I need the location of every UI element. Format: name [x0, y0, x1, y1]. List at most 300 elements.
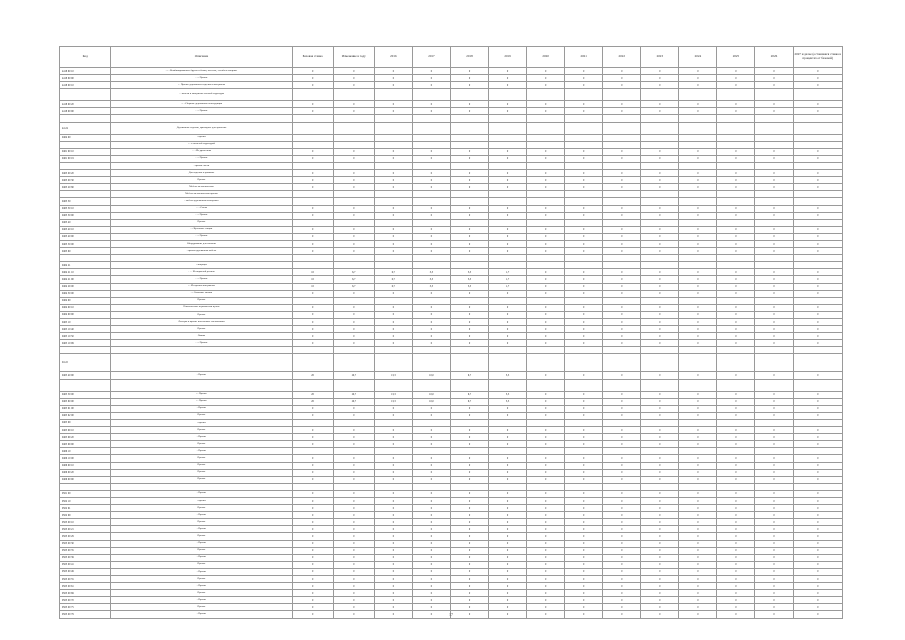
- tariff-code-cell: 9403 50 00: [60, 240, 111, 247]
- rate-cell: 0: [717, 405, 755, 412]
- rate-cell: 0: [374, 304, 412, 311]
- rate-cell: 0: [793, 434, 842, 441]
- rate-cell: 0: [717, 434, 755, 441]
- table-row: [60, 155, 843, 162]
- rate-cell: [489, 448, 527, 455]
- rate-cell: 0: [717, 108, 755, 115]
- tariff-code-cell: 9503 00 30: [60, 540, 111, 547]
- rate-cell: [292, 262, 333, 269]
- rate-cell: 0: [679, 554, 717, 561]
- rate-cell: 0: [641, 108, 679, 115]
- tariff-code-cell: 4418 60 10: [60, 68, 111, 75]
- rate-cell: 0: [679, 248, 717, 255]
- rate-cell: 0: [717, 519, 755, 526]
- rate-cell: 0: [641, 455, 679, 462]
- tariff-code-cell: 94 22: [60, 354, 111, 372]
- rate-cell: 0: [333, 576, 374, 583]
- column-header: 2019: [489, 47, 527, 68]
- rate-cell: 0: [412, 441, 450, 448]
- rate-cell: 0: [333, 405, 374, 412]
- rate-cell: 0: [450, 148, 488, 155]
- rate-cell: 0: [292, 554, 333, 561]
- rate-cell: [374, 134, 412, 141]
- rate-cell: 0: [292, 108, 333, 115]
- rate-cell: 0: [412, 248, 450, 255]
- rate-cell: 0: [565, 155, 603, 162]
- rate-cell: 0: [565, 319, 603, 326]
- rate-cell: 0: [333, 611, 374, 618]
- rate-cell: [374, 354, 412, 372]
- rate-cell: 0: [755, 412, 793, 419]
- rate-cell: 0: [527, 505, 565, 512]
- rate-cell: 0: [292, 533, 333, 540]
- rate-cell: 0: [489, 526, 527, 533]
- rate-cell: 0: [565, 455, 603, 462]
- rate-cell: [412, 191, 450, 198]
- rate-cell: 0: [292, 455, 333, 462]
- description-cell: - Прочие: [111, 554, 292, 561]
- rate-cell: 0: [603, 604, 641, 611]
- rate-cell: 0: [374, 512, 412, 519]
- description-cell: Прочие: [111, 533, 292, 540]
- rate-cell: 0: [489, 441, 527, 448]
- rate-cell: 0: [333, 441, 374, 448]
- rate-cell: 6,7: [333, 269, 374, 276]
- rate-cell: 0: [333, 68, 374, 75]
- rate-cell: [292, 297, 333, 304]
- rate-cell: 0: [565, 597, 603, 604]
- rate-cell: 0: [450, 412, 488, 419]
- rate-cell: 0: [641, 205, 679, 212]
- rate-cell: [641, 347, 679, 354]
- rate-cell: 0: [755, 148, 793, 155]
- rate-cell: [374, 89, 412, 101]
- rate-cell: [603, 141, 641, 148]
- rate-cell: 0: [641, 148, 679, 155]
- rate-cell: [450, 297, 488, 304]
- rate-cell: [450, 448, 488, 455]
- rate-cell: 0: [374, 611, 412, 618]
- rate-cell: 0: [333, 526, 374, 533]
- rate-cell: 0: [641, 427, 679, 434]
- rate-cell: [527, 297, 565, 304]
- rate-cell: 0: [333, 497, 374, 504]
- description-cell: - мебель деревянная конторская: [111, 198, 292, 205]
- rate-cell: 0: [793, 547, 842, 554]
- rate-cell: 20: [292, 391, 333, 398]
- description-cell: Прочие: [111, 326, 292, 333]
- rate-cell: 0: [333, 427, 374, 434]
- rate-cell: 0: [679, 276, 717, 283]
- rate-cell: 13,3: [374, 391, 412, 398]
- table-row: [60, 512, 843, 519]
- table-row: [60, 398, 843, 405]
- rate-cell: 0: [565, 304, 603, 311]
- rate-cell: 0: [333, 597, 374, 604]
- rate-cell: 0: [755, 205, 793, 212]
- rate-cell: 0: [641, 398, 679, 405]
- rate-cell: 0: [755, 441, 793, 448]
- description-cell: - Прочие: [111, 540, 292, 547]
- rate-cell: 10: [292, 283, 333, 290]
- rate-cell: 0: [755, 434, 793, 441]
- description-cell: - - - Прочие: [111, 233, 292, 240]
- tariff-code-cell: 9503 00 21: [60, 526, 111, 533]
- rate-cell: 0: [717, 561, 755, 568]
- rate-cell: 0: [793, 405, 842, 412]
- rate-cell: 0: [333, 519, 374, 526]
- rate-cell: [333, 89, 374, 101]
- rate-cell: 0: [793, 462, 842, 469]
- tariff-code-cell: 9406 90 20: [60, 469, 111, 476]
- table-row: [60, 505, 843, 512]
- rate-cell: 0: [292, 304, 333, 311]
- rate-cell: 0: [292, 240, 333, 247]
- tariff-code-cell: 9405 60 00: [60, 398, 111, 405]
- rate-cell: 0: [717, 340, 755, 347]
- rate-cell: 0: [603, 75, 641, 82]
- rate-cell: 0: [603, 304, 641, 311]
- rate-cell: 0: [679, 101, 717, 108]
- rate-cell: 0: [793, 240, 842, 247]
- rate-cell: 10: [292, 276, 333, 283]
- rate-cell: 0: [755, 340, 793, 347]
- rate-cell: 0: [489, 75, 527, 82]
- rate-cell: [717, 115, 755, 122]
- rate-cell: 0: [565, 583, 603, 590]
- rate-cell: 0: [333, 412, 374, 419]
- rate-cell: 0: [641, 283, 679, 290]
- rate-cell: 0: [603, 398, 641, 405]
- rate-cell: 0: [603, 233, 641, 240]
- rate-cell: 0: [333, 333, 374, 340]
- table-row: [60, 497, 843, 504]
- rate-cell: [793, 191, 842, 198]
- column-header: 2025: [717, 47, 755, 68]
- rate-cell: 0: [489, 233, 527, 240]
- rate-cell: 0: [292, 476, 333, 483]
- rate-cell: 0: [641, 177, 679, 184]
- rate-cell: 0: [412, 405, 450, 412]
- rate-cell: [603, 419, 641, 426]
- rate-cell: 0: [755, 319, 793, 326]
- rate-cell: 0: [755, 233, 793, 240]
- rate-cell: 0: [793, 519, 842, 526]
- rate-cell: [679, 354, 717, 372]
- tariff-code-cell: 9503 00 35: [60, 547, 111, 554]
- rate-cell: 0: [717, 497, 755, 504]
- description-cell: [111, 379, 292, 391]
- rate-cell: 0: [717, 184, 755, 191]
- rate-cell: 0: [450, 590, 488, 597]
- rate-cell: 0: [793, 226, 842, 233]
- rate-cell: 0: [717, 240, 755, 247]
- rate-cell: 0: [374, 554, 412, 561]
- tariff-code-cell: 9403 30 90: [60, 212, 111, 219]
- description-cell: Прочие: [111, 462, 292, 469]
- rate-cell: 0: [603, 184, 641, 191]
- rate-cell: 0: [412, 554, 450, 561]
- rate-cell: 0: [793, 82, 842, 89]
- rate-cell: [527, 448, 565, 455]
- rate-cell: 0: [450, 405, 488, 412]
- rate-cell: 0: [527, 276, 565, 283]
- rate-cell: 0: [333, 469, 374, 476]
- rate-cell: 0: [679, 205, 717, 212]
- rate-cell: [292, 448, 333, 455]
- rate-cell: [755, 219, 793, 226]
- tariff-code-cell: 9405 99 20: [60, 434, 111, 441]
- rate-cell: [603, 347, 641, 354]
- tariff-code-cell: 9403 00 20: [60, 170, 111, 177]
- rate-cell: [641, 141, 679, 148]
- description-cell: - - панели и материалы сотовой структуры: [111, 89, 292, 101]
- rate-cell: 3,3: [412, 276, 450, 283]
- description-cell: Мебель металлическая: [111, 184, 292, 191]
- rate-cell: 0: [793, 554, 842, 561]
- tariff-code-cell: 4418 90 90: [60, 108, 111, 115]
- column-header: 2026: [755, 47, 793, 68]
- rate-cell: 0: [412, 82, 450, 89]
- table-row: [60, 476, 843, 483]
- rate-cell: 0: [603, 568, 641, 575]
- rate-cell: 0: [793, 304, 842, 311]
- rate-cell: 10,0: [412, 391, 450, 398]
- rate-cell: [333, 448, 374, 455]
- rate-cell: [793, 354, 842, 372]
- rate-cell: [374, 141, 412, 148]
- rate-cell: [489, 89, 527, 101]
- rate-cell: 0: [717, 75, 755, 82]
- tariff-code-cell: 9404 21: [60, 262, 111, 269]
- rate-cell: 0: [412, 319, 450, 326]
- rate-cell: 0: [333, 512, 374, 519]
- rate-cell: [793, 198, 842, 205]
- table-row: [60, 448, 843, 455]
- rate-cell: [374, 162, 412, 169]
- rate-cell: 0: [527, 568, 565, 575]
- rate-cell: [679, 379, 717, 391]
- rate-cell: 0: [292, 68, 333, 75]
- description-cell: - Прочие: [111, 526, 292, 533]
- rate-cell: [679, 483, 717, 490]
- rate-cell: 0: [679, 547, 717, 554]
- rate-cell: 0: [565, 441, 603, 448]
- rate-cell: 0: [717, 205, 755, 212]
- rate-cell: 0: [793, 155, 842, 162]
- rate-cell: 0: [450, 455, 488, 462]
- rate-cell: 0: [374, 155, 412, 162]
- rate-cell: 0: [679, 526, 717, 533]
- rate-cell: 0: [527, 597, 565, 604]
- rate-cell: [450, 347, 488, 354]
- rate-cell: 0: [603, 177, 641, 184]
- rate-cell: 0: [565, 184, 603, 191]
- rate-cell: 0: [450, 333, 488, 340]
- tariff-code-cell: 9403 00 30: [60, 177, 111, 184]
- column-header: 2017: [412, 47, 450, 68]
- rate-cell: 0: [333, 108, 374, 115]
- rate-cell: [374, 379, 412, 391]
- description-cell: Деревянные изделия, пригодные для хранения: [111, 122, 292, 134]
- rate-cell: 0: [793, 184, 842, 191]
- rate-cell: [333, 347, 374, 354]
- rate-cell: 0: [489, 497, 527, 504]
- rate-cell: [717, 448, 755, 455]
- rate-cell: 0: [717, 576, 755, 583]
- rate-cell: 0: [450, 576, 488, 583]
- rate-cell: 0: [527, 148, 565, 155]
- rate-cell: [292, 483, 333, 490]
- rate-cell: 0: [292, 205, 333, 212]
- rate-cell: 0: [603, 290, 641, 297]
- rate-cell: 20: [292, 398, 333, 405]
- tariff-code-cell: 9401 90 19: [60, 155, 111, 162]
- rate-cell: 0: [565, 554, 603, 561]
- rate-cell: [333, 162, 374, 169]
- rate-cell: 0: [641, 170, 679, 177]
- rate-cell: [793, 262, 842, 269]
- rate-cell: [333, 219, 374, 226]
- rate-cell: 0: [374, 75, 412, 82]
- rate-cell: 0: [565, 547, 603, 554]
- rate-cell: 0: [755, 590, 793, 597]
- rate-cell: 0: [603, 405, 641, 412]
- rate-cell: [565, 419, 603, 426]
- rate-cell: 0: [755, 276, 793, 283]
- rate-cell: 0: [412, 568, 450, 575]
- rate-cell: 0: [333, 170, 374, 177]
- rate-cell: 0: [527, 319, 565, 326]
- rate-cell: 0: [717, 526, 755, 533]
- rate-cell: 0: [755, 68, 793, 75]
- description-cell: - - - Прочие: [111, 340, 292, 347]
- rate-cell: 0: [793, 391, 842, 398]
- rate-cell: 3,3: [450, 269, 488, 276]
- table-row: [60, 419, 843, 426]
- rate-cell: 0: [603, 226, 641, 233]
- description-cell: - Прочие: [111, 568, 292, 575]
- table-row: [60, 115, 843, 122]
- rate-cell: [565, 379, 603, 391]
- rate-cell: 0: [717, 611, 755, 618]
- rate-cell: [527, 219, 565, 226]
- rate-cell: 0: [489, 68, 527, 75]
- tariff-code-cell: [60, 191, 111, 198]
- description-cell: - - с ячеистой структурой: [111, 141, 292, 148]
- rate-cell: 0: [565, 205, 603, 212]
- rate-cell: 0: [489, 340, 527, 347]
- rate-cell: [717, 89, 755, 101]
- rate-cell: 0: [374, 519, 412, 526]
- rate-cell: 0: [374, 597, 412, 604]
- rate-cell: 0: [412, 590, 450, 597]
- description-cell: - - - Комбинированные брусья и балки, клееные, столбы и опорные: [111, 68, 292, 75]
- rate-cell: 0: [565, 240, 603, 247]
- rate-cell: 0: [717, 462, 755, 469]
- table-row: [60, 347, 843, 354]
- tariff-code-cell: 9502 91: [60, 505, 111, 512]
- rate-cell: 0: [755, 326, 793, 333]
- description-cell: - Прочие: [111, 490, 292, 497]
- description-cell: - прочие: [111, 134, 292, 141]
- rate-cell: 0: [641, 519, 679, 526]
- rate-cell: 0: [374, 101, 412, 108]
- rate-cell: 0: [717, 155, 755, 162]
- rate-cell: 0: [374, 434, 412, 441]
- description-cell: - - Прочие: [111, 391, 292, 398]
- rate-cell: 0: [489, 108, 527, 115]
- rate-cell: 0: [527, 427, 565, 434]
- rate-cell: 0: [374, 441, 412, 448]
- rate-cell: 0: [374, 427, 412, 434]
- rate-cell: [292, 162, 333, 169]
- rate-cell: [412, 89, 450, 101]
- rate-cell: 0: [333, 233, 374, 240]
- rate-cell: 0: [755, 269, 793, 276]
- rate-cell: 0: [717, 427, 755, 434]
- rate-cell: 0: [717, 177, 755, 184]
- table-row: [60, 576, 843, 583]
- rate-cell: 0: [603, 590, 641, 597]
- rate-cell: 0: [374, 326, 412, 333]
- rate-cell: 3,3: [450, 283, 488, 290]
- rate-cell: 0: [603, 311, 641, 318]
- rate-cell: 0: [292, 434, 333, 441]
- rate-cell: 0: [603, 170, 641, 177]
- rate-cell: 0: [565, 108, 603, 115]
- rate-cell: 0: [641, 340, 679, 347]
- rate-cell: 0: [641, 476, 679, 483]
- description-cell: Для сидения в трамваях: [111, 170, 292, 177]
- table-row: [60, 269, 843, 276]
- table-row: [60, 184, 843, 191]
- rate-cell: 0: [717, 311, 755, 318]
- rate-cell: 0: [679, 340, 717, 347]
- rate-cell: 0: [527, 226, 565, 233]
- tariff-code-cell: 9503 00 55: [60, 576, 111, 583]
- rate-cell: 0: [717, 540, 755, 547]
- rate-cell: 0: [603, 497, 641, 504]
- rate-cell: 0: [679, 576, 717, 583]
- rate-cell: [641, 134, 679, 141]
- rate-cell: 0: [374, 533, 412, 540]
- description-cell: - - - Прочие: [111, 75, 292, 82]
- rate-cell: 0: [374, 583, 412, 590]
- rate-cell: 0: [489, 519, 527, 526]
- rate-cell: 0: [641, 497, 679, 504]
- rate-cell: 0: [450, 184, 488, 191]
- rate-cell: [489, 297, 527, 304]
- rate-cell: [603, 162, 641, 169]
- rate-cell: 0: [489, 604, 527, 611]
- rate-cell: 0: [755, 526, 793, 533]
- rate-cell: 0: [450, 490, 488, 497]
- rate-cell: 0: [565, 576, 603, 583]
- rate-cell: 0: [603, 611, 641, 618]
- rate-cell: 0: [527, 75, 565, 82]
- rate-cell: 0: [755, 248, 793, 255]
- rate-cell: [755, 162, 793, 169]
- rate-cell: 0: [527, 561, 565, 568]
- rate-cell: 0: [641, 597, 679, 604]
- description-cell: Мебель металлическая прочая: [111, 191, 292, 198]
- rate-cell: 0: [603, 319, 641, 326]
- rate-cell: [793, 134, 842, 141]
- tariff-code-cell: 9404 21 90: [60, 276, 111, 283]
- rate-cell: [641, 483, 679, 490]
- rate-cell: [527, 162, 565, 169]
